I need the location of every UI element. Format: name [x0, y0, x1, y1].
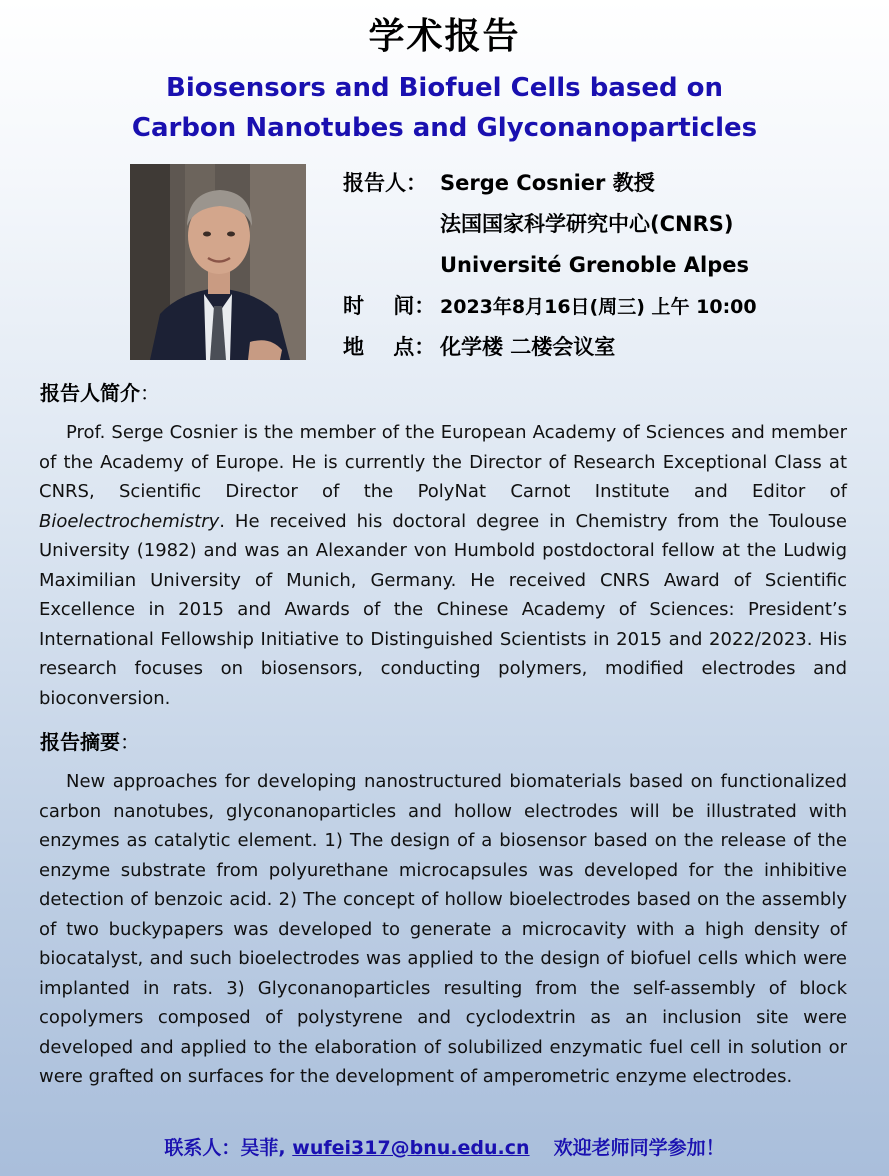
speaker-portrait-image — [130, 164, 306, 360]
abstract-heading-text: 报告摘要 — [40, 730, 120, 754]
place-row — [343, 329, 757, 370]
abstract-paragraph: New approaches for developing nanostructured biomaterials based on functionalized carbon nanotubes, glyconanoparticles and hollow electrodes will be illustrated with enzymes as catalytic element. 1) The design of a biosensor based on the release of the enzyme substrate from polyurethane microcapsules was developed for the inhibitive detection of benzoic acid. 2) The concept of hollow bioelectrodes based on the assembly of two buckypapers was developed to generate a microcavity with a high density of biocatalyst, and such bioelectrodes was applied to the design of biofuel cells which were implanted in rats. 3) Glyconanoparticles resulting from the self-assembly of block copolymers composed of polystyrene and cyclodextrin as an inclusion site were developed and applied to the elaboration of solubilized enzymatic fuel cell in solution or were grafted on surfaces for the development of amperometric enzyme electrodes. — [39, 771, 847, 1087]
time-row — [343, 288, 757, 329]
abstract-heading — [40, 726, 140, 755]
speaker-row — [343, 165, 757, 206]
bio-paragraph — [39, 418, 847, 713]
bio-heading-colon: ： — [140, 381, 160, 405]
talk-title-line1: Biosensors and Biofuel Cells based on — [166, 73, 723, 103]
bio-text-1: Prof. Serge Cosnier is the member of the European Academy of Sciences and member of the Academy of Europe. He is currently the Director of Research Exceptional Class at CNRS, Scientific Director of the PolyNat Carnot Institute and Editor of — [39, 422, 847, 502]
talk-title — [0, 68, 889, 148]
footer — [0, 1133, 889, 1160]
bio-text-2: . He received his doctoral degree in Chemistry from the Toulouse University (1982) and was an Alexander von Humbold postdoctoral fellow at the Ludwig Maximilian University of Munich, Germany. He received CNRS Award of Scientific Excellence in 2015 and Awards of the Chinese Academy of Sciences: President’s International Fellowship Initiative to Distinguished Scientists in 2015 and 2022/2023. His research focuses on biosensors, conducting polymers, modified electrodes and bioconversion. — [39, 510, 847, 709]
speaker-affiliation-1: 法国国家科学研究中心(CNRS) — [440, 212, 734, 236]
bio-heading — [40, 377, 160, 406]
journal-name: Bioelectrochemistry — [39, 510, 220, 532]
affiliation-row-1 — [343, 206, 757, 247]
contact-label: 联系人：吴菲, — [164, 1137, 293, 1159]
welcome-text: 欢迎老师同学参加！ — [553, 1137, 725, 1159]
time-value: 2023年8月16日(周三) 上午 10:00 — [440, 296, 757, 318]
speaker-affiliation-2: Université Grenoble Alpes — [440, 253, 750, 277]
affiliation-row-2 — [343, 247, 757, 288]
speaker-info — [343, 165, 757, 370]
talk-title-line2: Carbon Nanotubes and Glyconanoparticles — [131, 113, 758, 143]
place-label: 地 点： — [343, 335, 436, 359]
speaker-label: 报告人： — [343, 171, 427, 195]
speaker-photo — [130, 164, 306, 360]
bio-heading-text: 报告人简介 — [40, 381, 140, 405]
page-title: 学术报告 — [368, 16, 521, 57]
speaker-name: Serge Cosnier 教授 — [440, 171, 655, 195]
place-value: 化学楼 二楼会议室 — [440, 335, 616, 359]
contact-email-link[interactable]: wufei317@bnu.edu.cn — [292, 1137, 530, 1159]
abstract-heading-colon: ： — [120, 730, 140, 754]
time-label: 时 间： — [343, 294, 436, 318]
